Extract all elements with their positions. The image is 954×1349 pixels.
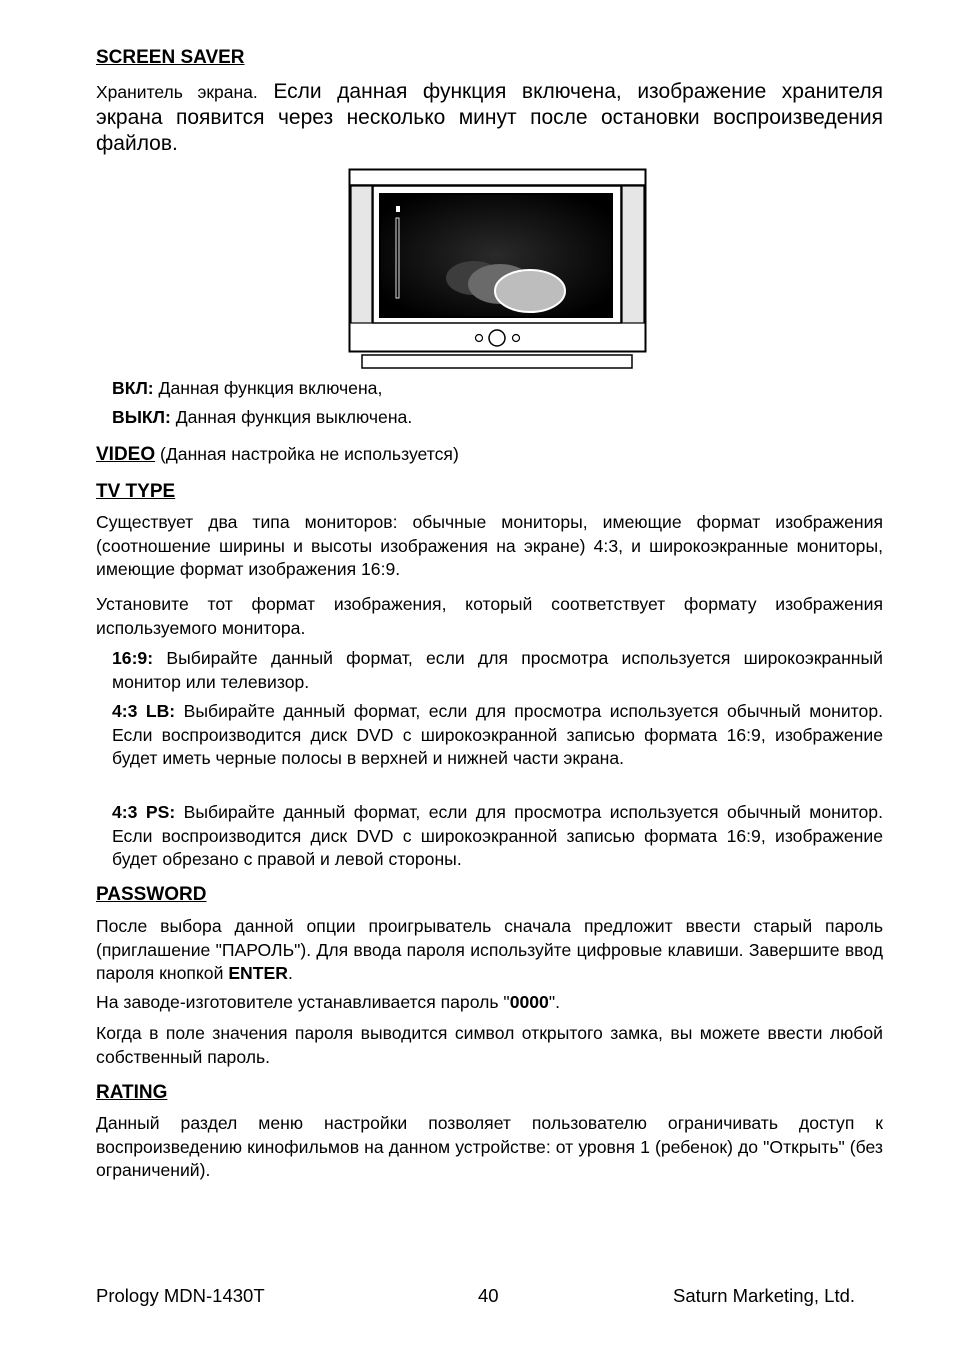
password-paragraph-2	[96, 991, 883, 1015]
option-text: Выбирайте данный формат, если для просмотра используется обычный монитор. Если воспроизводится диск DVD с широкоэкранной записью формата 16:9, изображение будет иметь черные полосы в верхней и нижней части экрана.	[112, 701, 883, 768]
option-text: Выбирайте данный формат, если для просмотра используется широкоэкранный монитор или телевизор.	[112, 648, 883, 692]
password-p1-text: После выбора данной опции проигрыватель сначала предложит ввести старый пароль (приглашение "ПАРОЛЬ"). Для ввода пароля используйте цифровые клавиши. Завершите ввод пароля кнопкой	[96, 916, 883, 983]
tv-type-option-4-3-ps	[112, 801, 883, 872]
password-p1-end: .	[287, 963, 293, 983]
section-heading-screen-saver: SCREEN SAVER	[96, 47, 245, 68]
option-term: 4:3 LB:	[112, 701, 176, 721]
screen-saver-intro-text: Если данная функция включена, изображение хранителя экрана появится через несколько минут после остановки воспроизведения файлов.	[96, 80, 883, 155]
section-heading-rating: RATING	[96, 1082, 168, 1103]
password-paragraph-3: Когда в поле значения пароля выводится символ открытого замка, вы можете ввести любой собственный пароль.	[96, 1023, 883, 1067]
option-term: 16:9:	[112, 648, 154, 668]
tv-type-paragraph-2: Установите тот формат изображения, который соответствует формату изображения используемого монитора.	[96, 594, 883, 638]
footer-page-number: 40	[478, 1285, 499, 1306]
rating-paragraph-1: Данный раздел меню настройки позволяет пользователю ограничивать доступ к воспроизведению кинофильмов на данном устройстве: от уровня 1 (ребенок) до "Открыть" (без ограничений).	[96, 1113, 883, 1180]
screen-saver-intro-small: Хранитель экрана.	[96, 82, 258, 102]
option-term: 4:3 PS:	[112, 802, 176, 822]
video-line	[96, 443, 883, 467]
password-p2-end: ".	[548, 992, 560, 1012]
enter-key-label: ENTER	[228, 963, 288, 983]
on-text: Данная функция включена,	[158, 378, 383, 398]
footer-product-name: Prology MDN-1430T	[96, 1285, 265, 1306]
password-paragraph-1	[96, 915, 883, 986]
off-text: Данная функция выключена.	[175, 407, 413, 427]
off-term: ВЫКЛ:	[112, 407, 171, 427]
section-heading-tv-type: TV TYPE	[96, 481, 176, 502]
video-note: (Данная настройка не используется)	[160, 444, 459, 464]
screen-saver-off-option	[112, 406, 883, 430]
tv-type-paragraph-1: Существует два типа мониторов: обычные мониторы, имеющие формат изображения (соотношение ширины и высоты изображения на экране) 4:3, и широкоэкранные мониторы, имеющие формат изображения 16:9.	[96, 512, 883, 579]
tv-icon	[348, 168, 648, 372]
default-password-code: 0000	[509, 992, 549, 1012]
section-heading-video: VIDEO	[96, 444, 156, 465]
screen-saver-on-option	[112, 377, 883, 401]
password-p2-text: На заводе-изготовителе устанавливается пароль "	[96, 992, 510, 1012]
tv-type-option-4-3-lb	[112, 700, 883, 771]
on-term: ВКЛ:	[112, 378, 154, 398]
footer-company: Saturn Marketing, Ltd.	[673, 1285, 856, 1306]
tv-type-option-16-9	[112, 647, 883, 694]
screen-saver-intro	[96, 79, 883, 157]
section-heading-password: PASSWORD	[96, 884, 207, 905]
tv-screensaver-illustration	[348, 168, 648, 372]
option-text: Выбирайте данный формат, если для просмотра используется обычный монитор. Если воспроизводится диск DVD с широкоэкранной записью формата 16:9, изображение будет обрезано с правой и левой стороны.	[112, 802, 883, 869]
